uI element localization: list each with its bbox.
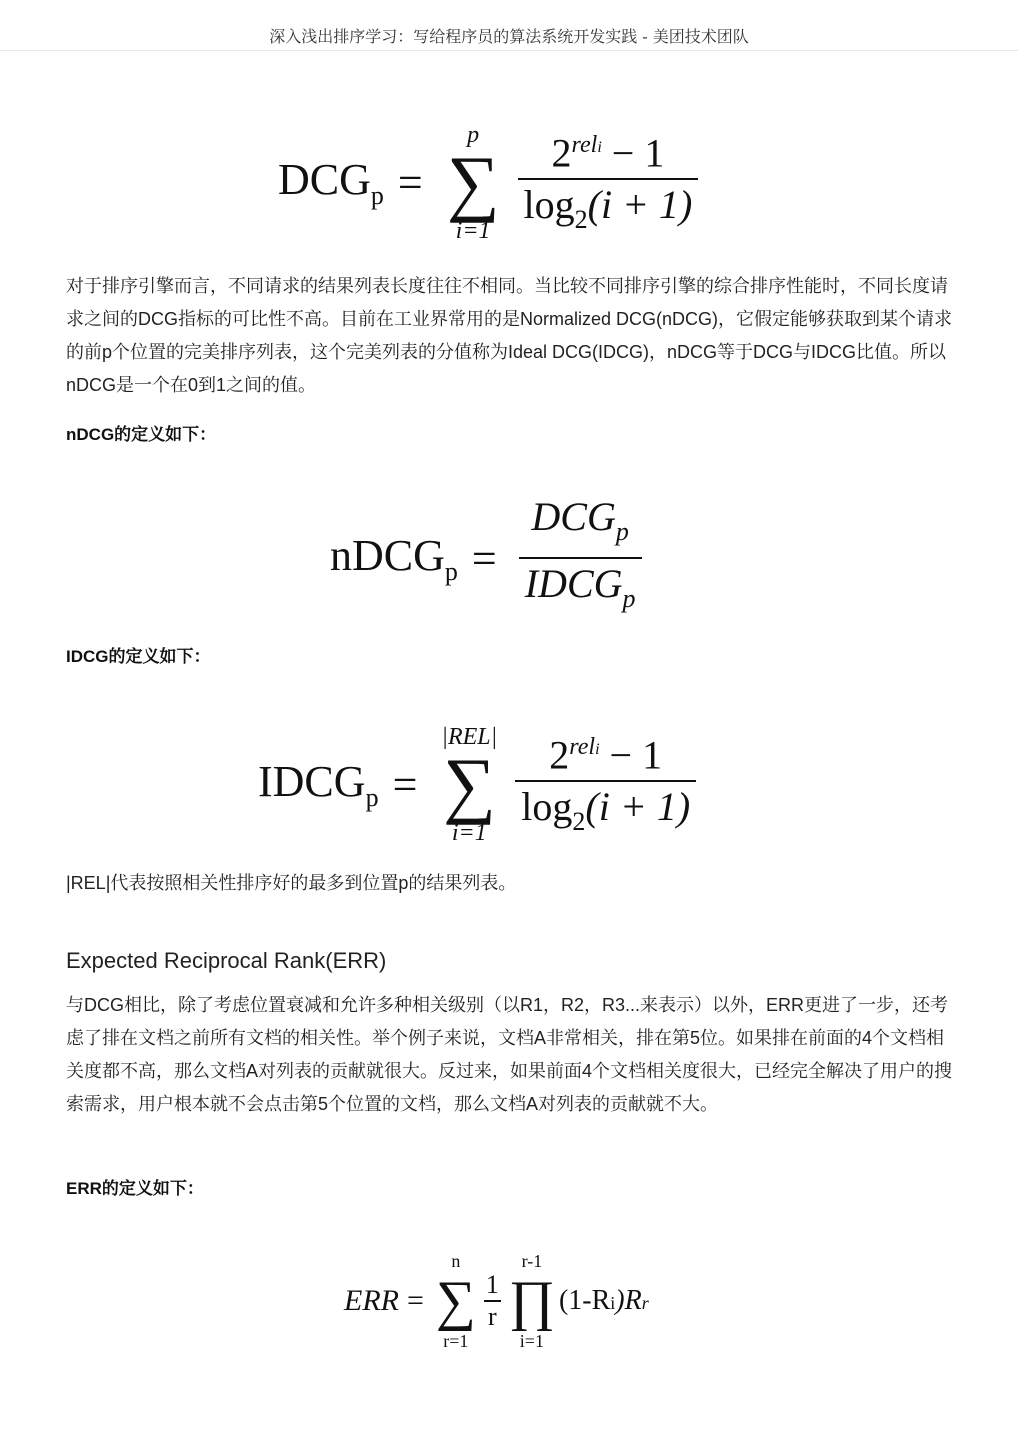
sum-lower: i=1: [451, 819, 487, 846]
formula-lhs: DCG: [278, 155, 371, 205]
term-b-sub: r: [641, 1293, 649, 1313]
numerator: [546, 120, 671, 178]
denominator: r: [487, 1302, 497, 1331]
sigma-icon: ∑: [442, 743, 496, 826]
equals-sign: =: [406, 1284, 424, 1317]
sum-upper: |REL|: [441, 723, 498, 750]
num-sub: p: [615, 517, 629, 546]
num-rest: − 1: [601, 130, 665, 176]
equals-sign: =: [397, 158, 423, 208]
equals-sign: =: [392, 760, 418, 810]
num-exp-sub: i: [597, 139, 602, 156]
den-sub: 2: [572, 807, 586, 837]
product: [509, 1248, 555, 1354]
term-a: (1-R: [558, 1285, 611, 1316]
sigma-icon: ∑: [446, 141, 500, 224]
num-exp: rel: [571, 132, 598, 158]
err-formula: [344, 1248, 649, 1354]
den-sub: p: [622, 584, 636, 613]
den-rest: (i + 1): [587, 182, 693, 228]
formula-lhs: IDCG: [258, 757, 366, 807]
summation: [441, 724, 497, 846]
idcg-definition-label: IDCG的定义如下：: [66, 647, 211, 666]
denominator: [515, 782, 696, 847]
fraction: [484, 1270, 501, 1332]
denominator: [518, 180, 699, 245]
den-log: log: [521, 784, 573, 830]
summation: [436, 1248, 476, 1354]
dcg-formula: [278, 120, 698, 245]
summation: [447, 122, 500, 244]
den-text: IDCG: [524, 561, 623, 606]
prod-upper: r-1: [521, 1251, 543, 1271]
num-rest: − 1: [599, 732, 663, 778]
rel-note: |REL|代表按照相关性排序好的最多到位置p的结果列表。: [66, 873, 517, 893]
formula-lhs: ERR: [344, 1284, 399, 1317]
formula-sub: p: [370, 181, 384, 211]
prod-lower: i=1: [519, 1331, 544, 1351]
num-base: 2: [549, 732, 570, 778]
num-text: DCG: [531, 494, 616, 539]
den-log: log: [523, 182, 575, 228]
sum-upper: p: [467, 121, 480, 148]
equals-sign: =: [471, 533, 497, 583]
numerator: [525, 492, 634, 557]
page-header-title: 深入浅出排序学习：写给程序员的算法系统开发实践 - 美团技术团队: [269, 27, 749, 46]
paragraph-ndcg-intro: 对于排序引擎而言，不同请求的结果列表长度往往不相同。当比较不同排序引擎的综合排序性能时，不同长度请求之间的DCG指标的可比性不高。目前在工业界常用的是Normalized DCG(nDCG)，它假定能够获取到某个请求的前p个位置的完美排序列表，这个完美列表的分值称为Ideal DCG(IDCG)，nDCG等于DCG与IDCG比值。所以nDCG是一个在0到1之间的值。: [66, 276, 953, 395]
formula-lhs: nDCG: [330, 530, 445, 580]
sum-upper: n: [451, 1251, 461, 1271]
err-section-heading: Expected Reciprocal Rank(ERR): [66, 948, 387, 973]
fraction: [518, 120, 699, 245]
numerator: [543, 722, 668, 780]
sum-lower: r=1: [443, 1331, 469, 1351]
paragraph-err-intro: 与DCG相比，除了考虑位置衰减和允许多种相关级别（以R1，R2，R3...来表示）以外，ERR更进了一步，还考虑了排在文档之前所有文档的相关性。举个例子来说，文档A非常相关，排在第5位。如果排在前面的4个文档相关度都不高，那么文档A对列表的贡献就很大。反过来，如果前面4个文档相关度很大，已经完全解决了用户的搜索需求，用户根本就不会点击第5个位置的文档，那么文档A对列表的贡献就不大。: [66, 995, 953, 1114]
formula-sub: p: [444, 556, 458, 586]
fraction: [519, 492, 642, 624]
num-exp: rel: [569, 734, 596, 760]
product-term: [559, 1285, 649, 1317]
denominator: [519, 559, 642, 624]
sigma-icon: ∑: [435, 1270, 476, 1332]
sum-lower: i=1: [455, 217, 491, 244]
err-definition-label: ERR的定义如下：: [66, 1179, 204, 1198]
ndcg-formula: [330, 492, 642, 624]
fraction: [515, 722, 696, 847]
numerator: 1: [485, 1270, 499, 1299]
term-b: )R: [615, 1285, 642, 1316]
ndcg-definition-label: nDCG的定义如下：: [66, 425, 217, 444]
pi-product-icon: ∏: [508, 1270, 555, 1332]
num-exp-sub: i: [595, 741, 600, 758]
num-base: 2: [551, 130, 572, 176]
term-sub: i: [610, 1293, 616, 1313]
formula-sub: p: [365, 783, 379, 813]
den-rest: (i + 1): [585, 784, 691, 830]
header-divider: [0, 50, 1018, 51]
den-sub: 2: [574, 205, 588, 235]
idcg-formula: [258, 722, 696, 847]
